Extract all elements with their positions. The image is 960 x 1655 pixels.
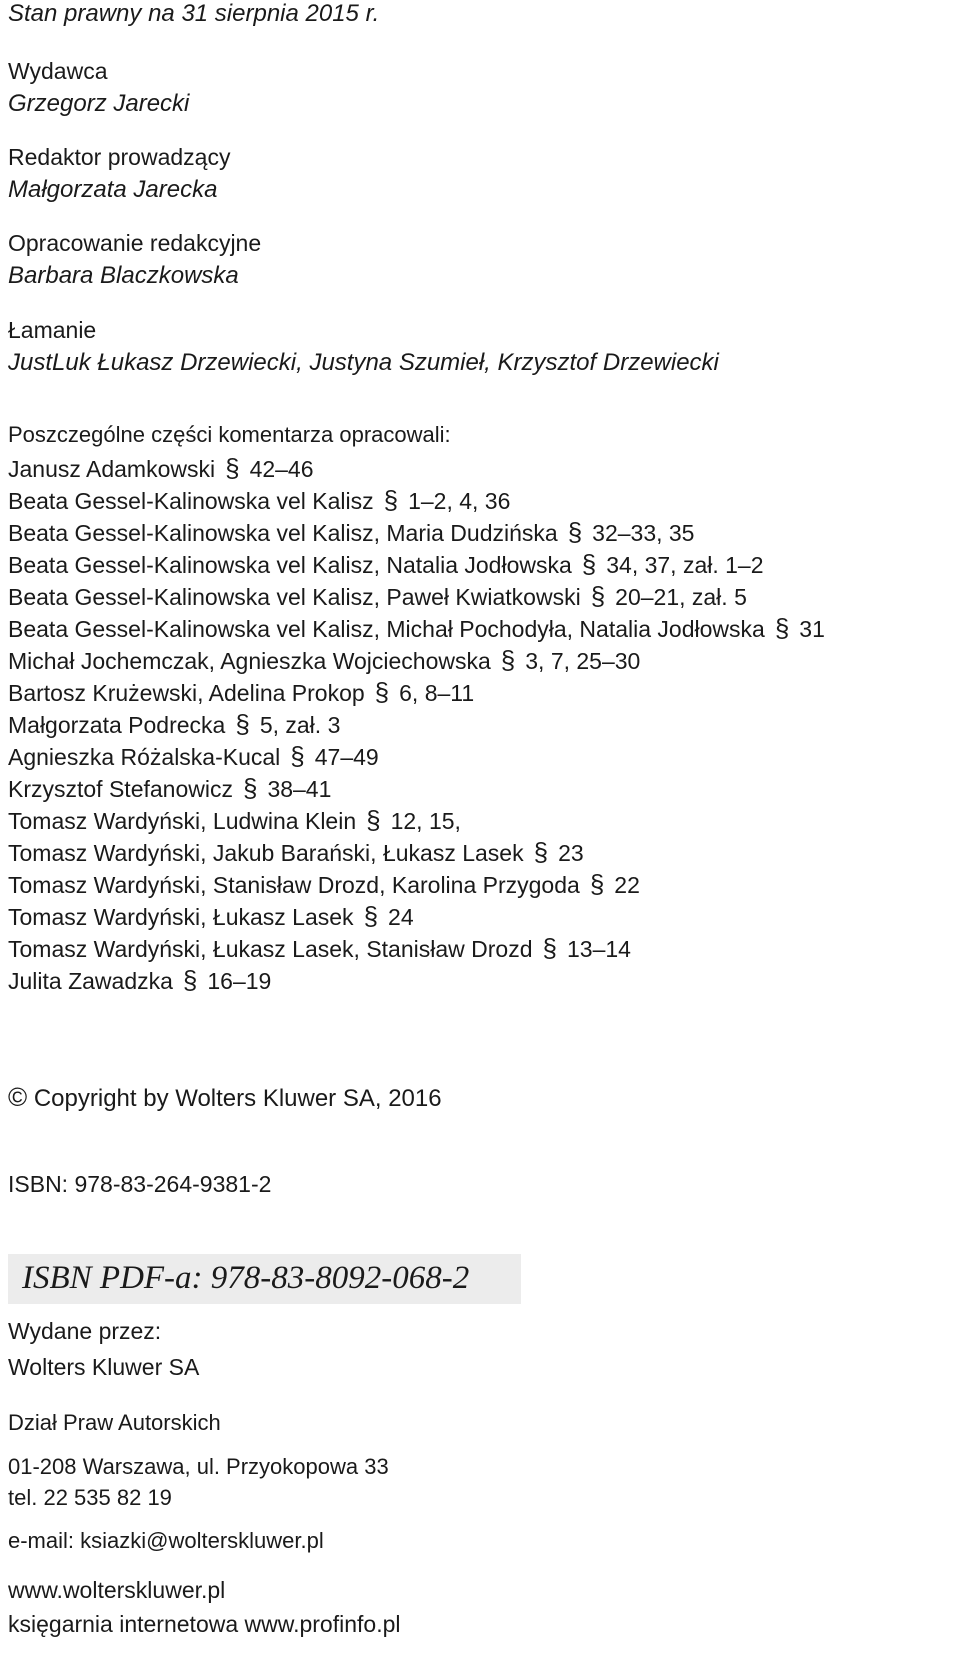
isbn-pdf-line: ISBN PDF-a: 978-83-8092-068-2: [22, 1260, 470, 1296]
contributor-pages: 24: [388, 904, 414, 930]
section-symbol: §: [363, 901, 379, 931]
contributor-row: [8, 647, 640, 673]
contributor-names: Tomasz Wardyński, Łukasz Lasek, Stanisław Drozd: [8, 936, 533, 962]
contributor-names: Agnieszka Różalska-Kucal: [8, 744, 281, 770]
address-line: 01-208 Warszawa, ul. Przyokopowa 33: [8, 1454, 389, 1479]
section-symbol: §: [374, 677, 390, 707]
contributor-row: [8, 903, 414, 929]
contributor-pages: 22: [614, 872, 640, 898]
section-symbol: §: [542, 933, 557, 963]
bookstore-line[interactable]: księgarnia internetowa www.profinfo.pl: [8, 1611, 401, 1637]
credit-role-editorial: Opracowanie redakcyjne: [8, 230, 262, 256]
contributor-pages: 32–33, 35: [592, 520, 695, 546]
credit-role-managing-editor: Redaktor prowadzący: [8, 144, 231, 170]
website-link[interactable]: www.wolterskluwer.pl: [8, 1577, 226, 1603]
contributor-pages: 34, 37, zał. 1–2: [606, 552, 764, 578]
contributors-heading: Poszczególne części komentarza opracowali:: [8, 422, 451, 447]
contributor-row: [8, 967, 271, 993]
contributor-names: Beata Gessel-Kalinowska vel Kalisz, Natalia Jodłowska: [8, 552, 572, 578]
copyright-text: Copyright by Wolters Kluwer SA, 2016: [33, 1085, 442, 1112]
contributor-row: [8, 551, 764, 577]
contributor-row: [8, 839, 584, 865]
section-symbol: §: [290, 741, 305, 771]
section-symbol: §: [235, 709, 250, 739]
credit-person-managing-editor: Małgorzata Jarecka: [8, 176, 218, 203]
contributor-names: Bartosz Krużewski, Adelina Prokop: [8, 680, 365, 706]
contributor-names: Julita Zawadzka: [8, 968, 173, 994]
contributor-names: Beata Gessel-Kalinowska vel Kalisz: [8, 488, 374, 514]
contributor-pages: 12, 15,: [390, 808, 461, 834]
contributor-row: [8, 775, 331, 801]
contributor-row: [8, 935, 631, 961]
section-symbol: §: [589, 869, 605, 899]
contributor-names: Tomasz Wardyński, Stanisław Drozd, Karolina Przygoda: [8, 872, 580, 898]
published-by-label: Wydane przez:: [8, 1318, 162, 1344]
section-symbol: §: [567, 517, 583, 547]
contributor-pages: 5, zał. 3: [259, 712, 341, 738]
section-symbol: §: [366, 805, 381, 835]
contributor-names: Janusz Adamkowski: [8, 456, 216, 482]
contributor-names: Tomasz Wardyński, Jakub Barański, Łukasz Lasek: [8, 840, 524, 866]
copyright-line: [8, 1084, 442, 1111]
section-symbol: §: [590, 581, 606, 611]
section-symbol: §: [182, 965, 198, 995]
publisher-name: Wolters Kluwer SA: [8, 1354, 200, 1380]
contributor-names: Michał Jochemczak, Agnieszka Wojciechowska: [8, 648, 491, 674]
contributor-row: [8, 519, 694, 545]
contributor-row: [8, 487, 510, 513]
department-line: Dział Praw Autorskich: [8, 1410, 221, 1435]
credit-person-editorial: Barbara Blaczkowska: [8, 262, 239, 289]
contributor-names: Krzysztof Stefanowicz: [8, 776, 233, 802]
contributor-names: Beata Gessel-Kalinowska vel Kalisz, Paweł Kwiatkowski: [8, 584, 581, 610]
contributor-pages: 16–19: [207, 968, 272, 994]
contributor-row: [8, 679, 474, 705]
contributor-pages: 47–49: [314, 744, 379, 770]
section-symbol: §: [533, 837, 549, 867]
contributor-pages: 31: [799, 616, 825, 642]
credit-role-typesetting: Łamanie: [8, 317, 97, 343]
credit-role-publisher: Wydawca: [8, 58, 108, 84]
copyright-symbol: ©: [8, 1082, 28, 1112]
isbn-line: ISBN: 978-83-264-9381-2: [8, 1171, 272, 1197]
contributor-names: Beata Gessel-Kalinowska vel Kalisz, Maria Dudzińska: [8, 520, 558, 546]
contributor-pages: 23: [558, 840, 584, 866]
contributor-row: [8, 711, 340, 737]
contributor-row: [8, 615, 825, 641]
contributor-row: [8, 583, 747, 609]
section-symbol: §: [500, 645, 516, 675]
contributor-row: [8, 871, 640, 897]
contributor-row: [8, 743, 379, 769]
section-symbol: §: [225, 453, 240, 483]
section-symbol: §: [581, 549, 597, 579]
contributor-names: Tomasz Wardyński, Ludwina Klein: [8, 808, 357, 834]
credit-person-typesetting: JustLuk Łukasz Drzewiecki, Justyna Szumieł, Krzysztof Drzewiecki: [8, 349, 719, 376]
email-line: e-mail: ksiazki@wolterskluwer.pl: [8, 1528, 324, 1553]
phone-line: tel. 22 535 82 19: [8, 1485, 172, 1510]
contributor-row: [8, 455, 314, 481]
contributor-pages: 3, 7, 25–30: [525, 648, 641, 674]
contributor-pages: 20–21, zał. 5: [615, 584, 747, 610]
section-symbol: §: [242, 773, 258, 803]
contributor-names: Małgorzata Podrecka: [8, 712, 226, 738]
contributor-pages: 13–14: [566, 936, 631, 962]
contributor-names: Beata Gessel-Kalinowska vel Kalisz, Michał Pochodyła, Natalia Jodłowska: [8, 616, 765, 642]
status-line: Stan prawny na 31 sierpnia 2015 r.: [8, 0, 380, 27]
contributor-row: [8, 807, 461, 833]
contributor-pages: 38–41: [267, 776, 332, 802]
section-symbol: §: [383, 485, 399, 515]
contributor-pages: 42–46: [249, 456, 314, 482]
contributor-names: Tomasz Wardyński, Łukasz Lasek: [8, 904, 354, 930]
credit-person-publisher: Grzegorz Jarecki: [8, 90, 190, 117]
contributor-pages: 6, 8–11: [399, 680, 475, 706]
section-symbol: §: [774, 613, 790, 643]
contributor-pages: 1–2, 4, 36: [408, 488, 511, 514]
